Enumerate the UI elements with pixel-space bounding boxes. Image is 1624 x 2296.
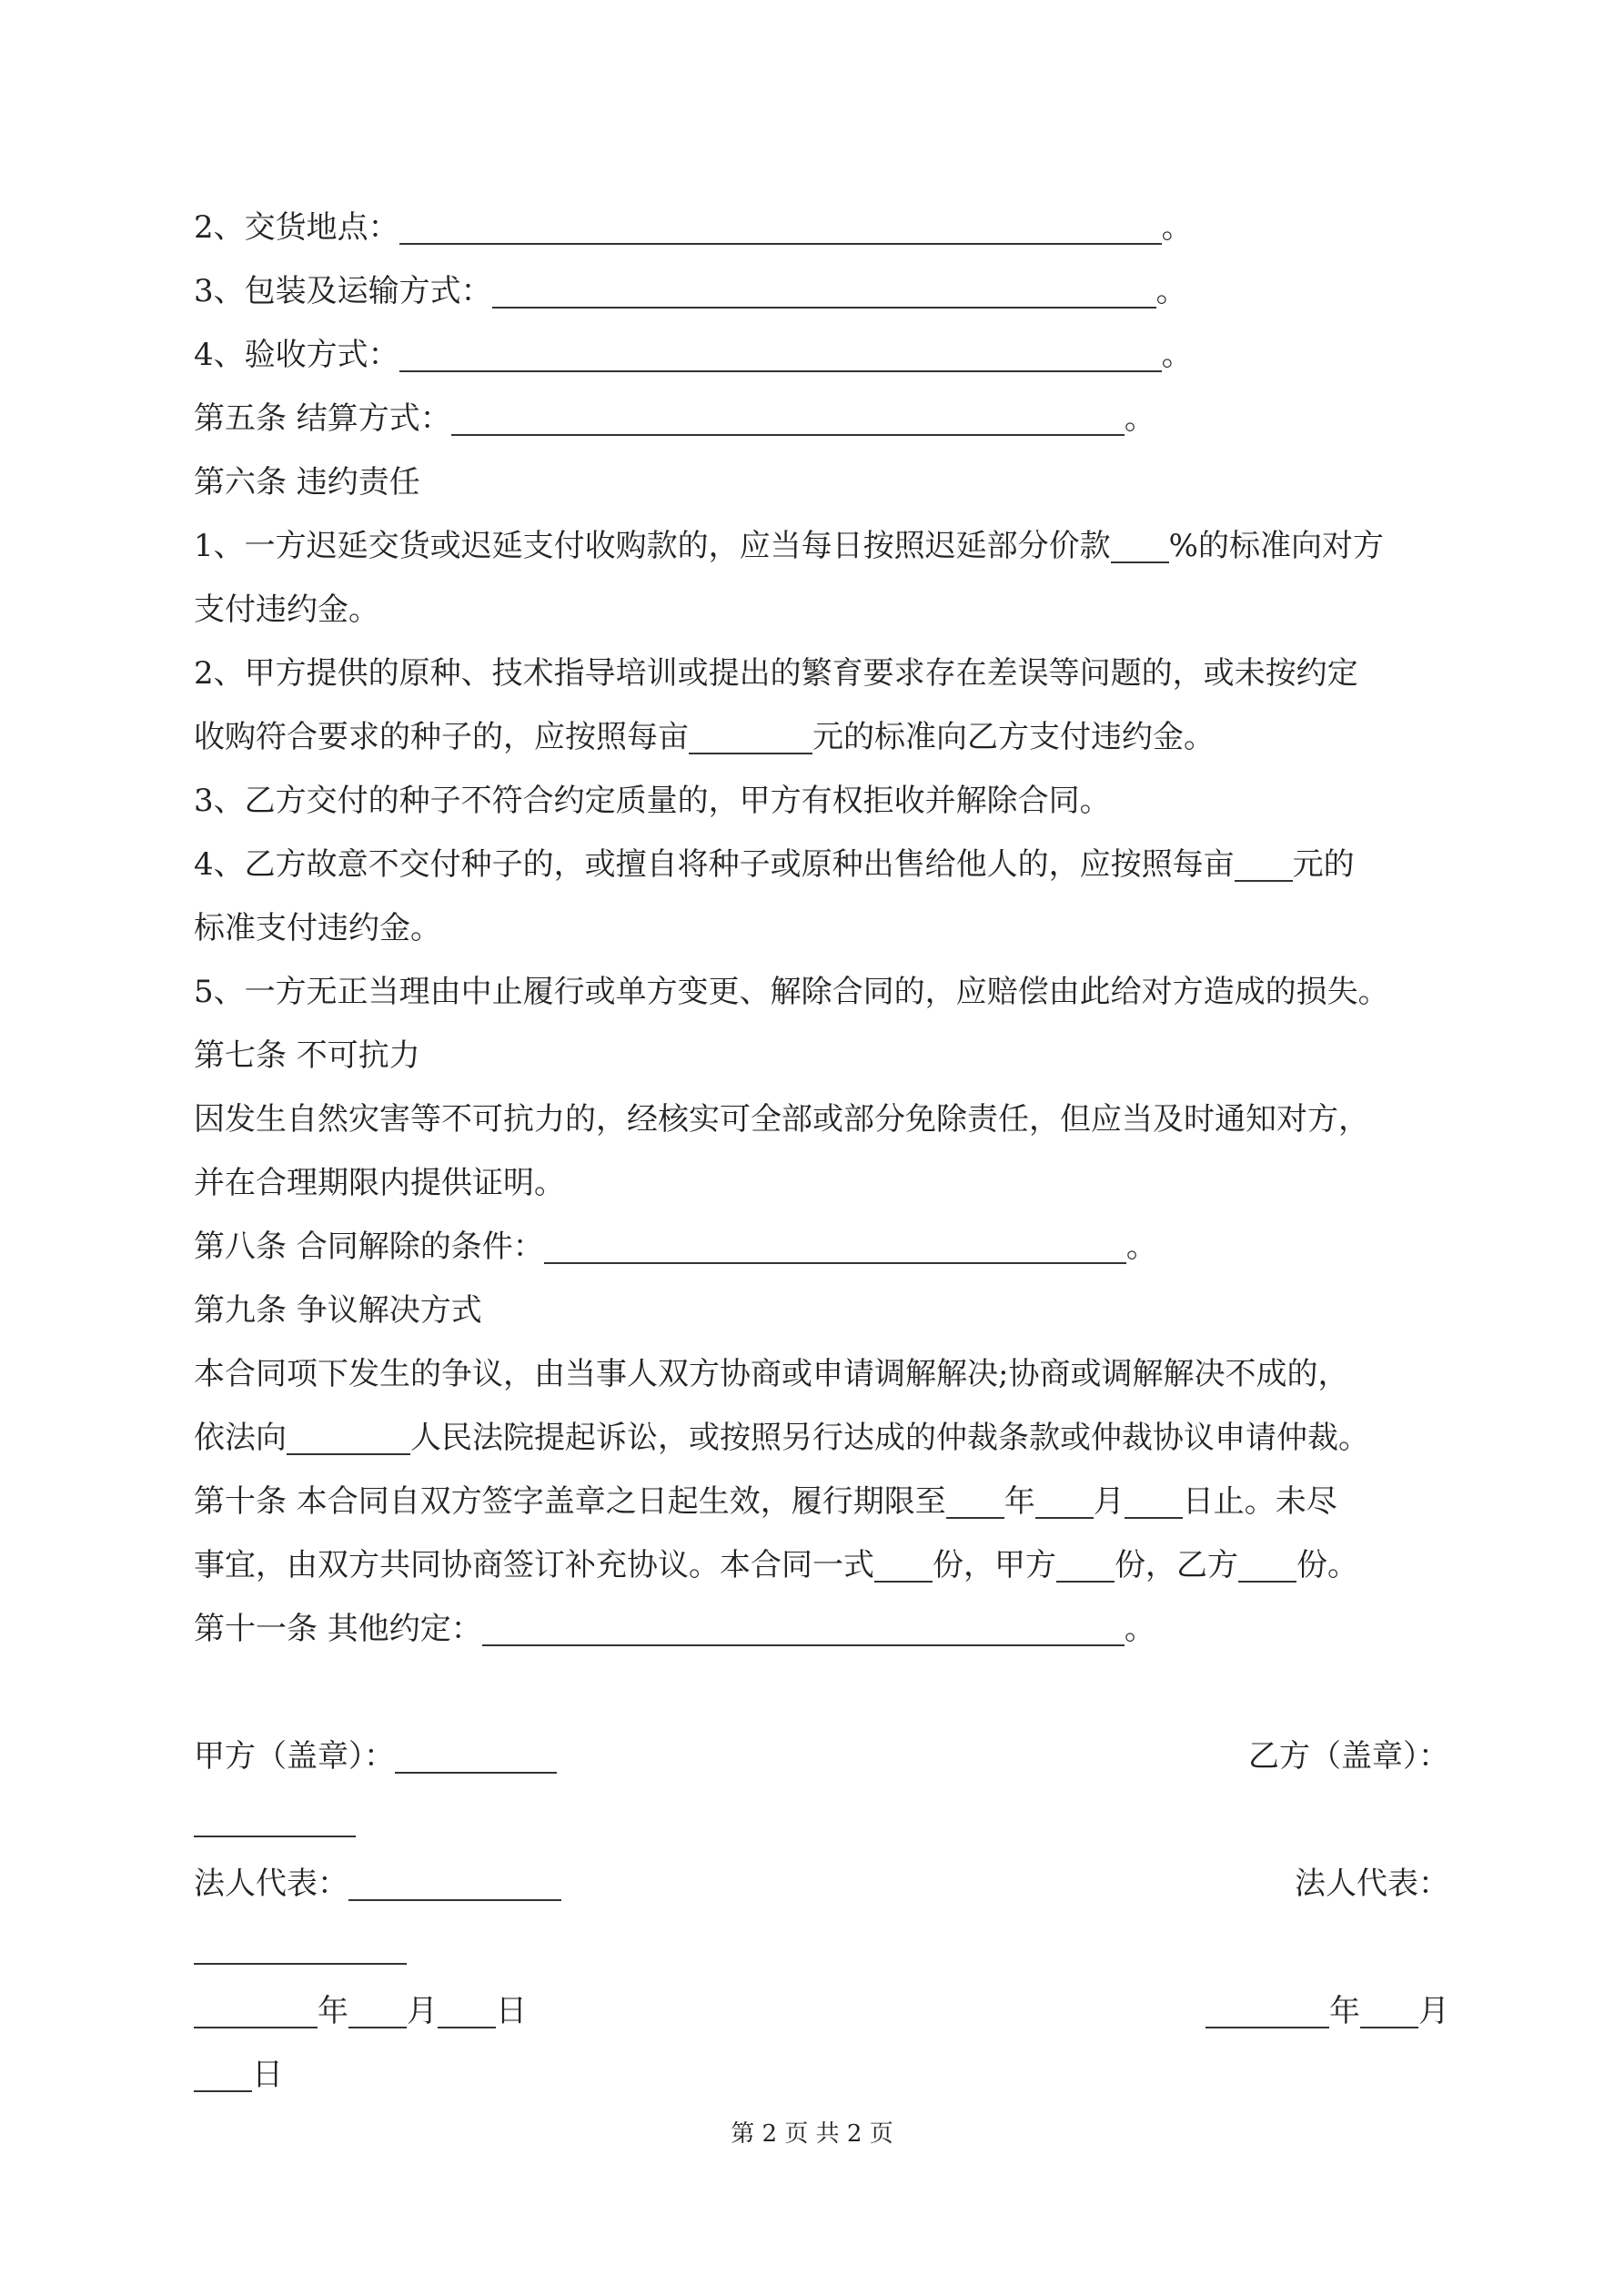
clause-dispute-cont: 依法向 人民法院提起诉讼，或按照另行达成的仲裁条款或仲裁协议申请仲裁。	[194, 1420, 1369, 1456]
blank-field	[194, 1930, 407, 1965]
clause-party-b-default: 4、乙方故意不交付种子的，或擅自将种子或原种出售给他人的，应按照每亩 元的	[194, 846, 1355, 883]
blank-field	[348, 1866, 561, 1901]
blank-field	[1035, 1484, 1094, 1519]
article-nine-heading: 第九条 争议解决方式	[194, 1292, 482, 1329]
blank-field	[874, 1548, 933, 1583]
blank-field	[1205, 1994, 1329, 2028]
blank-field	[1056, 1548, 1115, 1583]
clause-party-a-fault-cont: 收购符合要求的种子的，应按照每亩 元的标准向乙方支付违约金。	[194, 719, 1215, 755]
party-b-seal: 乙方（盖章）：	[1248, 1738, 1449, 1775]
clause-party-a-fault: 2、甲方提供的原种、技术指导培训或提出的繁育要求存在差误等问题的，或未按约定	[194, 655, 1358, 692]
signature-seal-row	[194, 1725, 1449, 1852]
blank-field	[1235, 847, 1293, 882]
clause-delivery-location: 2、交货地点： 。	[194, 209, 1193, 246]
blank-field	[348, 1994, 407, 2028]
clause-force-majeure: 因发生自然灾害等不可抗力的，经核实可全部或部分免除责任，但应当及时通知对方，	[194, 1101, 1369, 1138]
clause-acceptance-method: 4、验收方式： 。	[194, 337, 1193, 373]
blank-field	[194, 1803, 356, 1837]
blank-field	[194, 1994, 318, 2028]
blank-field	[689, 720, 812, 754]
blank-field	[399, 210, 1162, 245]
article-five-settlement: 第五条 结算方式： 。	[194, 400, 1155, 437]
clause-late-delivery: 1、一方迟延交货或迟延支付收购款的，应当每日按照迟延部分价款 %的标准向对方	[194, 528, 1384, 564]
blank-field	[1125, 1484, 1183, 1519]
blank-field	[1238, 1548, 1296, 1583]
blank-field	[482, 1612, 1125, 1646]
clause-unilateral-termination: 5、一方无正当理由中止履行或单方变更、解除合同的，应赔偿由此给对方造成的损失。	[194, 974, 1389, 1010]
article-six-heading: 第六条 违约责任	[194, 464, 420, 501]
party-a-seal: 甲方（盖章）：	[194, 1725, 557, 1788]
party-b-seal-blank	[194, 1788, 356, 1852]
blank-field	[194, 2058, 252, 2092]
party-a-date: 年 月 日	[194, 1979, 527, 2043]
clause-quality-reject: 3、乙方交付的种子不符合约定质量的，甲方有权拒收并解除合同。	[194, 783, 1111, 819]
blank-field	[287, 1421, 410, 1455]
contract-body	[194, 196, 1449, 2107]
party-b-date-day: 日	[194, 2043, 283, 2107]
clause-late-delivery-cont: 支付违约金。	[194, 592, 379, 628]
clause-party-b-default-cont: 标准支付违约金。	[194, 910, 441, 946]
page-number: 第 2 页 共 2 页	[731, 2120, 893, 2148]
party-b-legal-rep: 法人代表：	[1295, 1866, 1449, 1902]
signature-date-row	[194, 1979, 1449, 2107]
party-b-date: 年 月	[1205, 1979, 1449, 2043]
spacer	[194, 1661, 1449, 1725]
blank-field	[451, 401, 1125, 436]
party-a-legal-rep: 法人代表：	[194, 1852, 561, 1916]
blank-field	[1360, 1994, 1418, 2028]
article-ten-effect: 第十条 本合同自双方签字盖章之日起生效，履行期限至 年 月 日止。未尽	[194, 1483, 1337, 1520]
article-eleven-other: 第十一条 其他约定： 。	[194, 1611, 1155, 1647]
blank-field	[1111, 529, 1169, 563]
blank-field	[492, 274, 1156, 308]
blank-field	[438, 1994, 496, 2028]
party-b-legal-rep-blank	[194, 1916, 407, 1979]
signature-rep-row	[194, 1852, 1449, 1979]
article-eight-termination: 第八条 合同解除的条件： 。	[194, 1229, 1157, 1265]
blank-field	[399, 338, 1162, 372]
article-seven-heading: 第七条 不可抗力	[194, 1037, 420, 1074]
blank-field	[946, 1484, 1004, 1519]
clause-dispute: 本合同项下发生的争议，由当事人双方协商或申请调解解决;协商或调解解决不成的，	[194, 1356, 1349, 1392]
blank-field	[544, 1229, 1126, 1264]
article-ten-cont: 事宜，由双方共同协商签订补充协议。本合同一式 份，甲方 份，乙方 份。	[194, 1547, 1358, 1583]
blank-field	[395, 1739, 557, 1774]
clause-packaging-transport: 3、包装及运输方式： 。	[194, 273, 1187, 309]
clause-force-majeure-cont: 并在合理期限内提供证明。	[194, 1165, 565, 1201]
